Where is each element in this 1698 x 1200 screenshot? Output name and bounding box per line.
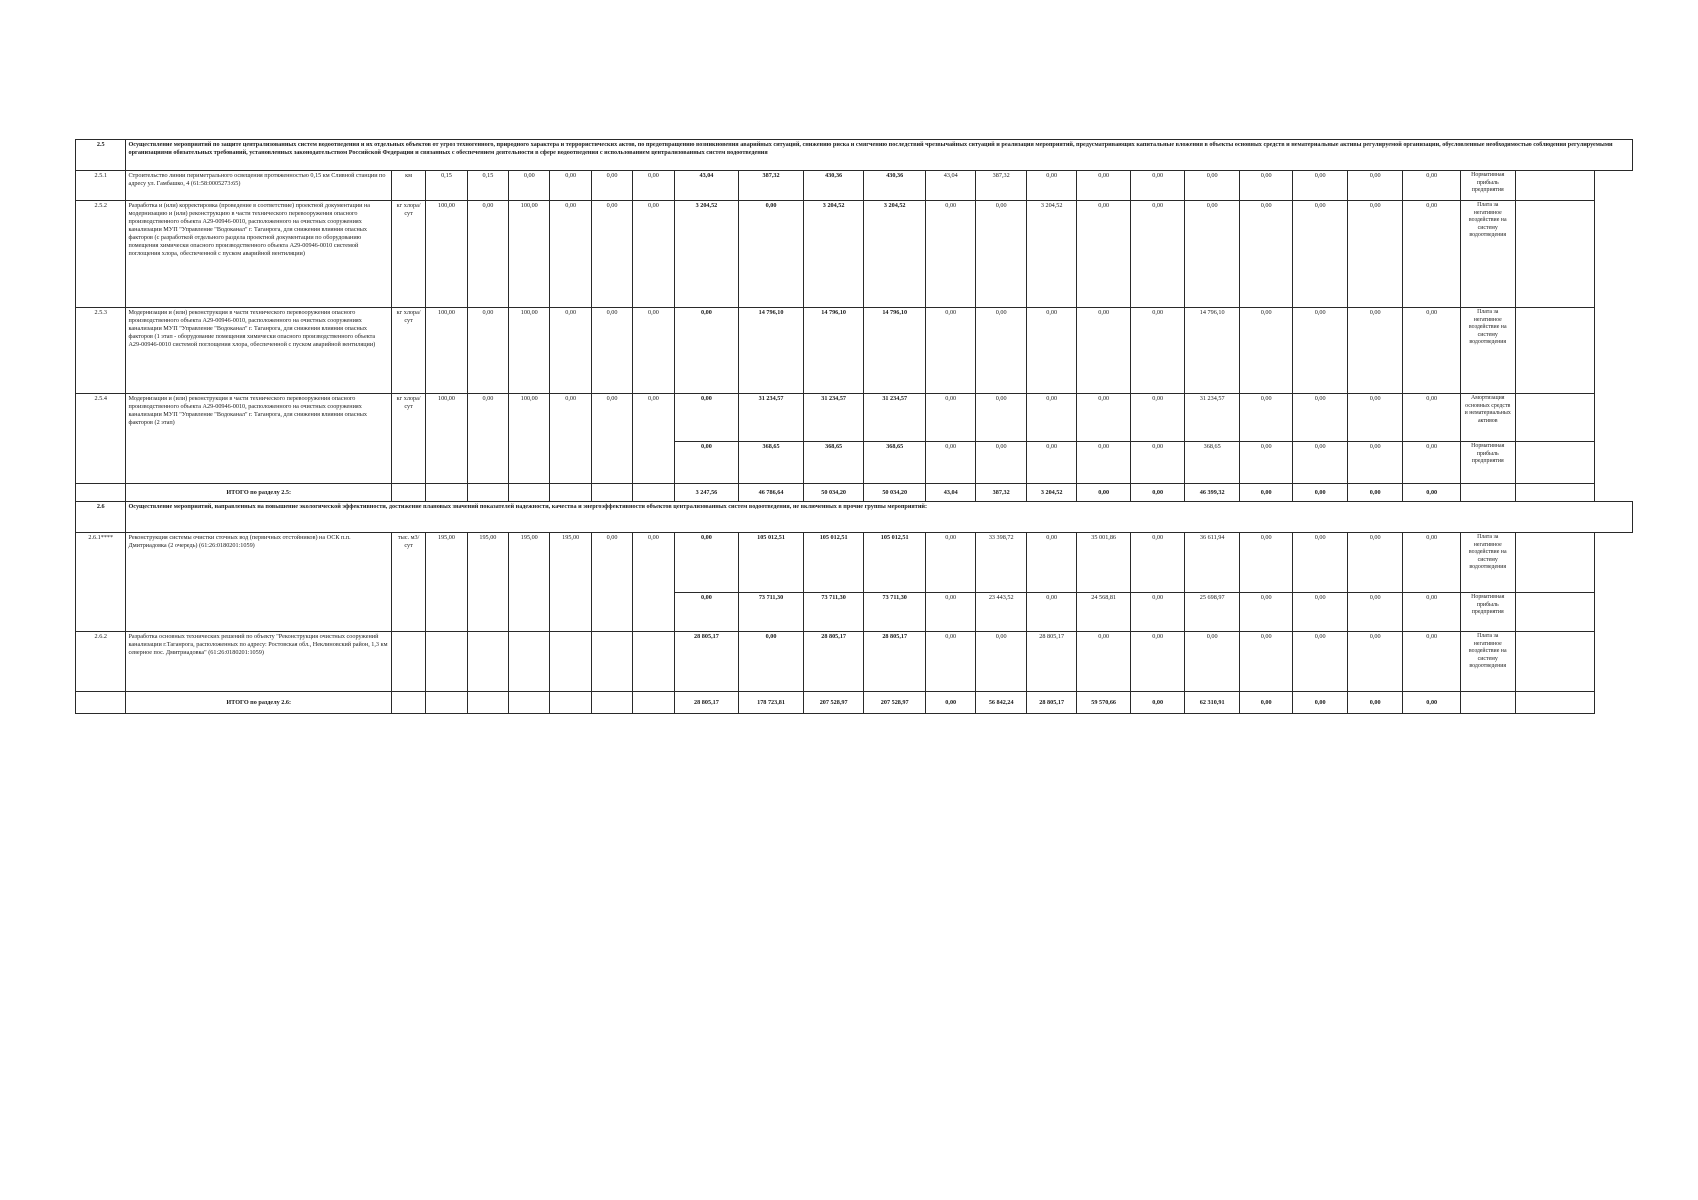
money-value: 0,00 xyxy=(1347,593,1403,632)
money-value: 0,00 xyxy=(1185,201,1240,308)
money-value: 430,36 xyxy=(803,171,864,201)
money-value: 0,00 xyxy=(1130,593,1185,632)
money-value: 0,00 xyxy=(1077,394,1131,442)
item-param: 0,00 xyxy=(467,308,508,394)
money-value: 0,00 xyxy=(925,593,975,632)
money-value: 0,00 xyxy=(1239,308,1293,394)
money-value: 0,00 xyxy=(1293,632,1348,692)
money-value: 3 204,52 xyxy=(1026,201,1076,308)
total-value: 0,00 xyxy=(1130,692,1185,714)
funding-source: Плата за негативное воздействие на систему водоотведения xyxy=(1460,533,1515,593)
money-value: 24 568,81 xyxy=(1077,593,1131,632)
money-value: 0,00 xyxy=(1130,308,1185,394)
item-param: 100,00 xyxy=(509,201,550,308)
item-param: 0,00 xyxy=(550,308,591,394)
money-value: 368,65 xyxy=(803,442,864,484)
money-value: 0,00 xyxy=(925,308,975,394)
total-value: 50 034,20 xyxy=(803,484,864,502)
money-value: 31 234,57 xyxy=(864,394,926,442)
total-value: 0,00 xyxy=(1130,484,1185,502)
empty-cell xyxy=(76,484,126,502)
total-value: 0,00 xyxy=(1347,484,1403,502)
empty-cell xyxy=(1515,442,1595,484)
funding-source: Нормативная прибыль предприятия xyxy=(1460,171,1515,201)
total-value: 43,04 xyxy=(925,484,975,502)
empty-cell xyxy=(426,484,467,502)
item-param xyxy=(467,632,508,692)
item-name: Разработка и (или) корректировка (проведение в соответствие) проектной документации на модернизацию и (или) реконструкцию в части технического перевооружения опасного производственного объекта А29-00946-0010, расположенного на очистных сооружениях канализации МУП "Управление "Водоканал" г. Таганрога, для снижения влияния опасных факторов (с разработкой отдельного раздела проектной документации по оборудованию помещения химически опасного производственного объекта А29-00946-0010 системой поглощения хлора, обеспеченной с пуском аварийной вентиляции) xyxy=(126,201,392,308)
item-number: 2.5.1 xyxy=(76,171,126,201)
money-value: 0,00 xyxy=(1026,171,1076,201)
money-value: 0,00 xyxy=(1293,201,1348,308)
money-value: 0,00 xyxy=(739,632,804,692)
money-value: 3 204,52 xyxy=(864,201,926,308)
empty-cell xyxy=(509,692,550,714)
section-title: Осуществление мероприятий, направленных на повышение экологической эффективности, достижение плановых значений показателей надежности, качества и энергоэффективности объектов централизованных систем водоотведения, не включенных в прочие группы мероприятий: xyxy=(126,502,1633,533)
money-value: 0,00 xyxy=(1130,201,1185,308)
total-value: 3 204,52 xyxy=(1026,484,1076,502)
funding-source: Плата за негативное воздействие на систему водоотведения xyxy=(1460,201,1515,308)
money-value: 0,00 xyxy=(1347,201,1403,308)
empty-cell xyxy=(550,484,591,502)
money-value: 0,00 xyxy=(1077,308,1131,394)
money-value: 0,00 xyxy=(1347,308,1403,394)
money-value: 0,00 xyxy=(1239,593,1293,632)
investment-program-table xyxy=(75,139,1633,714)
money-value: 0,00 xyxy=(1026,533,1076,593)
money-value: 73 711,30 xyxy=(864,593,926,632)
item-unit: кг хлора/сут xyxy=(391,201,425,308)
funding-source: Нормативная прибыль предприятия xyxy=(1460,442,1515,484)
money-value: 0,00 xyxy=(925,201,975,308)
item-param: 0,00 xyxy=(550,394,591,484)
money-value: 0,00 xyxy=(1130,394,1185,442)
money-value: 0,00 xyxy=(925,632,975,692)
total-value: 0,00 xyxy=(1293,484,1348,502)
total-value: 3 247,56 xyxy=(674,484,739,502)
item-param: 0,00 xyxy=(591,171,632,201)
empty-cell xyxy=(1460,692,1515,714)
table-row xyxy=(76,171,1633,201)
total-value: 0,00 xyxy=(925,692,975,714)
total-label: ИТОГО по разделу 2.6: xyxy=(126,692,392,714)
item-unit: кг хлора/сут xyxy=(391,308,425,394)
money-value: 0,00 xyxy=(1403,533,1461,593)
total-value: 59 570,66 xyxy=(1077,692,1131,714)
table-row xyxy=(76,201,1633,308)
money-value: 0,00 xyxy=(1347,442,1403,484)
table-row xyxy=(76,308,1633,394)
item-param xyxy=(633,632,674,692)
item-param: 0,00 xyxy=(633,308,674,394)
money-value: 430,36 xyxy=(864,171,926,201)
total-value: 0,00 xyxy=(1293,692,1348,714)
money-value: 0,00 xyxy=(1026,593,1076,632)
item-param: 0,15 xyxy=(426,171,467,201)
money-value: 0,00 xyxy=(1130,171,1185,201)
empty-cell xyxy=(391,692,425,714)
empty-cell xyxy=(591,484,632,502)
item-param: 195,00 xyxy=(426,533,467,632)
funding-source: Плата за негативное воздействие на систему водоотведения xyxy=(1460,632,1515,692)
money-value: 3 204,52 xyxy=(803,201,864,308)
item-unit: кг хлора/сут xyxy=(391,394,425,484)
item-param: 0,00 xyxy=(633,171,674,201)
money-value: 25 698,97 xyxy=(1185,593,1240,632)
money-value: 28 805,17 xyxy=(803,632,864,692)
item-param: 0,00 xyxy=(633,394,674,484)
item-param: 0,00 xyxy=(509,171,550,201)
item-param xyxy=(426,632,467,692)
item-param xyxy=(550,632,591,692)
total-value: 387,32 xyxy=(976,484,1026,502)
item-name: Модернизация и (или) реконструкция в части технического перевооружения опасного производственного объекта А29-00946-0010, расположенного на очистных сооружениях канализации МУП "Управление "Водоканал" г. Таганрога, для снижения влияния опасных факторов (1 этап - оборудование помещения химически опасного производственного объекта А29-00946-0010 системой поглощения хлора, обеспеченной с пуском аварийной вентиляции) xyxy=(126,308,392,394)
money-value: 0,00 xyxy=(1347,533,1403,593)
money-value: 0,00 xyxy=(1077,442,1131,484)
money-value: 31 234,57 xyxy=(803,394,864,442)
section-title: Осуществление мероприятий по защите централизованных систем водоотведения и их отдельных объектов от угроз техногенного, природного характера и террористических актов, по предотвращению возникновения аварийных ситуаций, снижению риска и смягчению последствий чрезвычайных ситуаций и реализация мероприятий, предусматривающих капитальные вложения в объекты основных средств и нематериальные активы регулируемой организации, обусловленные необходимостью соблюдения регулируемыми организациями обязательных требований, установленных законодательством Российской Федерации и связанных с обеспечением деятельности в сфере водоотведения с использованием централизованных систем водоотведения xyxy=(126,140,1633,171)
money-value: 0,00 xyxy=(1293,533,1348,593)
money-value: 0,00 xyxy=(1130,442,1185,484)
money-value: 0,00 xyxy=(1293,442,1348,484)
money-value: 0,00 xyxy=(1185,171,1240,201)
money-value: 43,04 xyxy=(674,171,739,201)
item-param: 100,00 xyxy=(426,201,467,308)
empty-cell xyxy=(550,692,591,714)
section-total-row xyxy=(76,484,1633,502)
item-param: 0,00 xyxy=(467,394,508,484)
total-value: 0,00 xyxy=(1347,692,1403,714)
item-param: 0,00 xyxy=(550,171,591,201)
item-number: 2.6.2 xyxy=(76,632,126,692)
item-param: 100,00 xyxy=(426,308,467,394)
item-param: 100,00 xyxy=(426,394,467,484)
money-value: 0,00 xyxy=(1403,632,1461,692)
table-row xyxy=(76,394,1633,442)
money-value: 0,00 xyxy=(976,201,1026,308)
money-value: 0,00 xyxy=(674,442,739,484)
money-value: 14 796,10 xyxy=(1185,308,1240,394)
item-param: 195,00 xyxy=(550,533,591,632)
item-param xyxy=(591,632,632,692)
empty-cell xyxy=(1515,533,1595,593)
empty-cell xyxy=(1515,308,1595,394)
money-value: 0,00 xyxy=(1403,442,1461,484)
item-param: 0,00 xyxy=(633,533,674,632)
empty-cell xyxy=(1515,692,1595,714)
money-value: 23 443,52 xyxy=(976,593,1026,632)
table-body xyxy=(76,140,1633,714)
money-value: 0,00 xyxy=(1403,308,1461,394)
money-value: 368,65 xyxy=(1185,442,1240,484)
empty-cell xyxy=(591,692,632,714)
money-value: 0,00 xyxy=(1347,171,1403,201)
money-value: 105 012,51 xyxy=(803,533,864,593)
money-value: 3 204,52 xyxy=(674,201,739,308)
money-value: 0,00 xyxy=(1239,171,1293,201)
money-value: 28 805,17 xyxy=(674,632,739,692)
money-value: 0,00 xyxy=(674,533,739,593)
empty-cell xyxy=(1515,632,1595,692)
total-value: 28 805,17 xyxy=(1026,692,1076,714)
money-value: 368,65 xyxy=(739,442,804,484)
money-value: 387,32 xyxy=(739,171,804,201)
money-value: 28 805,17 xyxy=(864,632,926,692)
item-param: 0,00 xyxy=(550,201,591,308)
item-param: 0,00 xyxy=(591,533,632,632)
total-value: 207 528,97 xyxy=(803,692,864,714)
money-value: 0,00 xyxy=(1403,201,1461,308)
item-param: 0,00 xyxy=(633,201,674,308)
money-value: 0,00 xyxy=(976,442,1026,484)
item-name: Модернизация и (или) реконструкция в части технического перевооружения опасного производственного объекта А29-00946-0010, расположенного на очистных сооружениях канализации МУП "Управление "Водоканал" г. Таганрога, для снижения влияния опасных факторов (2 этап) xyxy=(126,394,392,484)
item-unit xyxy=(391,632,425,692)
table-row xyxy=(76,533,1633,593)
money-value: 14 796,10 xyxy=(803,308,864,394)
money-value: 0,00 xyxy=(1130,632,1185,692)
money-value: 33 398,72 xyxy=(976,533,1026,593)
empty-cell xyxy=(1515,593,1595,632)
money-value: 0,00 xyxy=(1293,593,1348,632)
total-value: 0,00 xyxy=(1239,484,1293,502)
total-value: 50 034,20 xyxy=(864,484,926,502)
item-unit: км xyxy=(391,171,425,201)
item-name: Разработка основных технических решений по объекту "Реконструкция очистных сооружений канализации г.Таганрога, расположенных по адресу: Ростовская обл., Неклиновский район, 1,3 км северное пос. Дмитриадовка" (61:26:0180201:1059) xyxy=(126,632,392,692)
empty-cell xyxy=(633,692,674,714)
money-value: 105 012,51 xyxy=(739,533,804,593)
funding-source: Плата за негативное воздействие на систему водоотведения xyxy=(1460,308,1515,394)
total-value: 178 723,81 xyxy=(739,692,804,714)
total-value: 56 842,24 xyxy=(976,692,1026,714)
money-value: 0,00 xyxy=(1293,308,1348,394)
money-value: 35 001,86 xyxy=(1077,533,1131,593)
total-value: 46 786,64 xyxy=(739,484,804,502)
total-value: 0,00 xyxy=(1403,484,1461,502)
total-value: 0,00 xyxy=(1403,692,1461,714)
item-param: 100,00 xyxy=(509,394,550,484)
money-value: 0,00 xyxy=(1347,394,1403,442)
funding-source: Амортизация основных средств и нематериальных активов xyxy=(1460,394,1515,442)
money-value: 31 234,57 xyxy=(1185,394,1240,442)
empty-cell xyxy=(1515,171,1595,201)
money-value: 43,04 xyxy=(925,171,975,201)
empty-cell xyxy=(1515,201,1595,308)
money-value: 105 012,51 xyxy=(864,533,926,593)
money-value: 0,00 xyxy=(1077,171,1131,201)
section-number: 2.5 xyxy=(76,140,126,171)
money-value: 0,00 xyxy=(739,201,804,308)
item-number: 2.5.3 xyxy=(76,308,126,394)
section-header-row xyxy=(76,140,1633,171)
money-value: 0,00 xyxy=(976,632,1026,692)
money-value: 0,00 xyxy=(1293,171,1348,201)
item-param: 0,00 xyxy=(591,201,632,308)
money-value: 31 234,57 xyxy=(739,394,804,442)
item-number: 2.5.4 xyxy=(76,394,126,484)
money-value: 0,00 xyxy=(1403,593,1461,632)
money-value: 0,00 xyxy=(1239,442,1293,484)
empty-cell xyxy=(1515,484,1595,502)
funding-source: Нормативная прибыль предприятия xyxy=(1460,593,1515,632)
item-number: 2.5.2 xyxy=(76,201,126,308)
money-value: 14 796,10 xyxy=(864,308,926,394)
section-header-row xyxy=(76,502,1633,533)
item-param: 0,00 xyxy=(591,308,632,394)
money-value: 0,00 xyxy=(1347,632,1403,692)
money-value: 36 611,94 xyxy=(1185,533,1240,593)
item-name: Реконструкция системы очистки сточных вод (первичных отстойников) на ОСК п.п. Дмитриадовка (2 очередь) (61:26:0180201:1059) xyxy=(126,533,392,632)
money-value: 0,00 xyxy=(1130,533,1185,593)
table-row xyxy=(76,632,1633,692)
money-value: 73 711,30 xyxy=(803,593,864,632)
money-value: 387,32 xyxy=(976,171,1026,201)
total-value: 46 399,32 xyxy=(1185,484,1240,502)
item-param: 195,00 xyxy=(467,533,508,632)
money-value: 0,00 xyxy=(1239,394,1293,442)
empty-cell xyxy=(467,484,508,502)
money-value: 14 796,10 xyxy=(739,308,804,394)
empty-cell xyxy=(1460,484,1515,502)
money-value: 0,00 xyxy=(1293,394,1348,442)
total-value: 0,00 xyxy=(1239,692,1293,714)
money-value: 0,00 xyxy=(1026,394,1076,442)
money-value: 0,00 xyxy=(1239,533,1293,593)
money-value: 28 805,17 xyxy=(1026,632,1076,692)
empty-cell xyxy=(391,484,425,502)
item-unit: тыс. м3/сут xyxy=(391,533,425,632)
money-value: 0,00 xyxy=(925,394,975,442)
money-value: 0,00 xyxy=(976,308,1026,394)
item-param: 195,00 xyxy=(509,533,550,632)
item-param: 100,00 xyxy=(509,308,550,394)
empty-cell xyxy=(1515,394,1595,442)
total-value: 28 805,17 xyxy=(674,692,739,714)
total-label: ИТОГО по разделу 2.5: xyxy=(126,484,392,502)
money-value: 0,00 xyxy=(1077,632,1131,692)
item-param: 0,00 xyxy=(591,394,632,484)
empty-cell xyxy=(426,692,467,714)
item-param: 0,00 xyxy=(467,201,508,308)
section-number: 2.6 xyxy=(76,502,126,533)
money-value: 73 711,30 xyxy=(739,593,804,632)
empty-cell xyxy=(633,484,674,502)
money-value: 0,00 xyxy=(1026,308,1076,394)
money-value: 0,00 xyxy=(925,533,975,593)
item-param xyxy=(509,632,550,692)
empty-cell xyxy=(76,692,126,714)
item-param: 0,15 xyxy=(467,171,508,201)
section-total-row xyxy=(76,692,1633,714)
money-value: 368,65 xyxy=(864,442,926,484)
money-value: 0,00 xyxy=(1239,201,1293,308)
money-value: 0,00 xyxy=(674,593,739,632)
money-value: 0,00 xyxy=(1077,201,1131,308)
money-value: 0,00 xyxy=(674,394,739,442)
total-value: 0,00 xyxy=(1077,484,1131,502)
money-value: 0,00 xyxy=(1403,394,1461,442)
money-value: 0,00 xyxy=(1403,171,1461,201)
item-name: Строительство линии периметрального освещения протяженностью 0,15 км Сливной станции по адресу ул. Гамбашко, 4 (61:58:0005273:65) xyxy=(126,171,392,201)
total-value: 62 310,91 xyxy=(1185,692,1240,714)
money-value: 0,00 xyxy=(976,394,1026,442)
total-value: 207 528,97 xyxy=(864,692,926,714)
empty-cell xyxy=(509,484,550,502)
money-value: 0,00 xyxy=(674,308,739,394)
money-value: 0,00 xyxy=(1185,632,1240,692)
empty-cell xyxy=(467,692,508,714)
money-value: 0,00 xyxy=(1239,632,1293,692)
item-number: 2.6.1**** xyxy=(76,533,126,632)
money-value: 0,00 xyxy=(925,442,975,484)
money-value: 0,00 xyxy=(1026,442,1076,484)
